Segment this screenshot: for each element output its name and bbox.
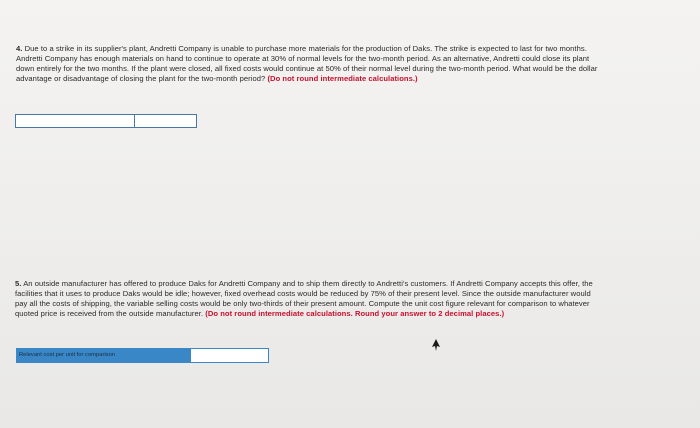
relevant-cost-input[interactable] <box>191 354 268 367</box>
question-5-note: (Do not round intermediate calculations. Round your answer to 2 decimal places.) <box>205 309 505 318</box>
mouse-cursor-icon <box>431 339 441 351</box>
question-5-number: 5. <box>15 279 22 288</box>
question-5-text: An outside manufacturer has offered to produce Daks for Andretti Company and to ship them directly to Andretti's customers. If Andretti Company accepts this offer, the facilities that it uses to produce Daks would be idle; however, fixed overhead costs would be reduced by 75% of their present level. Since the outside manufacturer would pay all the costs of shipping, the variable selling costs would be only two-thirds of their present amount. Compute the unit cost figure relevant for comparison to whatever quoted price is received from the outside manufacturer. <box>15 279 593 318</box>
question-4-text: Due to a strike in its supplier's plant, Andretti Company is unable to purchase more materials for the production of Daks. The strike is expected to last for two months. Andretti Company has enough materials on hand to continue to operate at 30% of normal levels for the two-month period. As an alternative, Andretti could close its plant down entirely for the two months. If the plant were closed, all fixed costs would continue at 50% of their normal level during the two-month period. What would be the dollar advantage or disadvantage of closing the plant for the two-month period? <box>16 44 598 83</box>
question-4-label-dropdown[interactable] <box>16 115 135 127</box>
question-4-number: 4. <box>16 44 23 53</box>
relevant-cost-label: Relevant cost per unit for comparison <box>16 348 190 363</box>
question-4 <box>16 44 606 84</box>
question-4-note: (Do not round intermediate calculations.) <box>267 74 418 83</box>
relevant-cost-field-wrapper <box>190 348 269 363</box>
question-4-amount-field[interactable] <box>135 115 196 127</box>
question-5-answer-row <box>16 348 269 363</box>
question-4-answer-box <box>15 114 197 128</box>
question-5 <box>15 279 605 319</box>
